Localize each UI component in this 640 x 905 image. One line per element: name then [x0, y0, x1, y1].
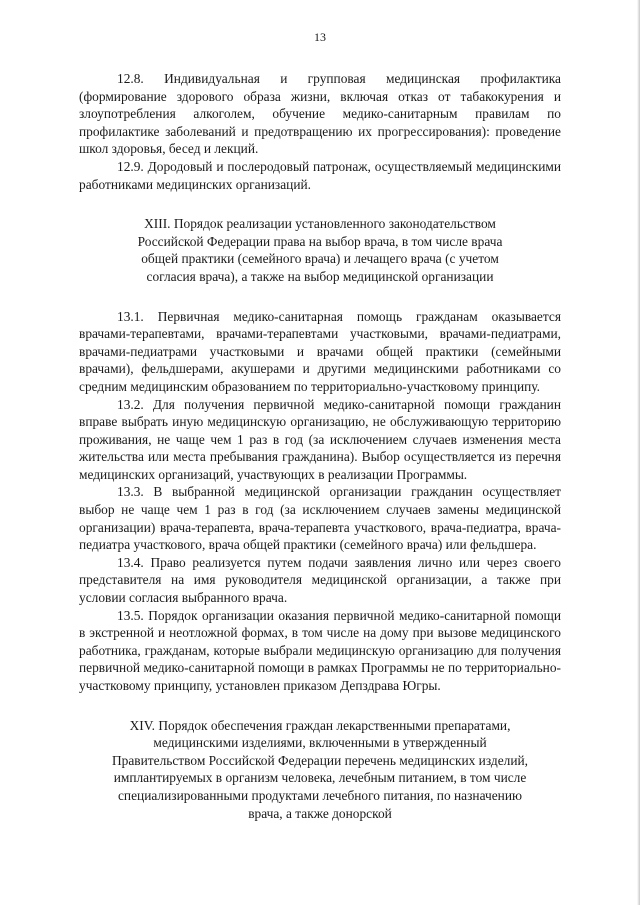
- page-content: [79, 70, 561, 822]
- paragraph-13-1: 13.1. Первичная медико-санитарная помощь гражданам оказывается врачами-терапевтами, врачами-терапевтами участковыми, врачами-педиатрами, врачами-педиатрами участковыми и врачами общей практики (семейными врачами), фельдшерами, акушерами и другими медицинскими работниками со средним медицинским образованием по территориально-участковому принципу.: [79, 308, 561, 394]
- paragraph-12-9: 12.9. Дородовый и послеродовый патронаж, осуществляемый медицинскими работниками медицинских организаций.: [79, 158, 561, 192]
- section-13-heading: XIII. Порядок реализации установленного законодательством Российской Федерации права на выбор врача, в том числе врача общей практики (семейного врача) и лечащего врача (с учетом согласия врача), а также на выбор медицинской организации: [137, 216, 503, 284]
- section-14-heading: XIV. Порядок обеспечения граждан лекарственными препаратами, медицинскими изделиями, включенными в утвержденный Правительством Российской Федерации перечень медицинских изделий, имплантируемых в организм человека, лечебным питанием, в том числе специализированными продуктами лечебного питания, по назначению врача, а также донорской: [111, 717, 529, 821]
- paragraph-13-4: 13.4. Право реализуется путем подачи заявления лично или через своего представителя на имя руководителя медицинской организации, а также при условии согласия выбранного врача.: [79, 554, 561, 606]
- paragraph-13-2: 13.2. Для получения первичной медико-санитарной помощи гражданин вправе выбрать иную медицинскую организацию, не обслуживающую территорию проживания, не чаще чем 1 раз в год (за исключением случаев изменения места жительства или места пребывания гражданина). Выбор осуществляется из перечня медицинских организаций, участвующих в реализации Программы.: [79, 396, 561, 482]
- paragraph-13-3: 13.3. В выбранной медицинской организации гражданин осуществляет выбор не чаще чем 1 раз в год (за исключением случаев замены медицинской организации) врача-терапевта, врача-терапевта участкового, врача-педиатра, врача-педиатра участкового, врача общей практики (семейного врача) или фельдшера.: [79, 484, 561, 553]
- paragraph-12-8: 12.8. Индивидуальная и групповая медицинская профилактика (формирование здорового образа жизни, включая отказ от табакокурения и злоупотребления алкоголем, обучение медико-санитарным правилам по профилактике заболеваний и предотвращению их прогрессирования): проведение школ здоровья, бесед и лекций.: [79, 71, 561, 157]
- page-number: 13: [314, 30, 326, 44]
- paragraph-13-5: 13.5. Порядок организации оказания первичной медико-санитарной помощи в экстренной и неотложной формах, в том числе на дому при вызове медицинского работника, гражданам, которые выбрали медицинскую организацию для получения первичной медико-санитарной помощи в рамках Программы не по территориально-участковому принципу, установлен приказом Депздрава Югры.: [79, 607, 561, 693]
